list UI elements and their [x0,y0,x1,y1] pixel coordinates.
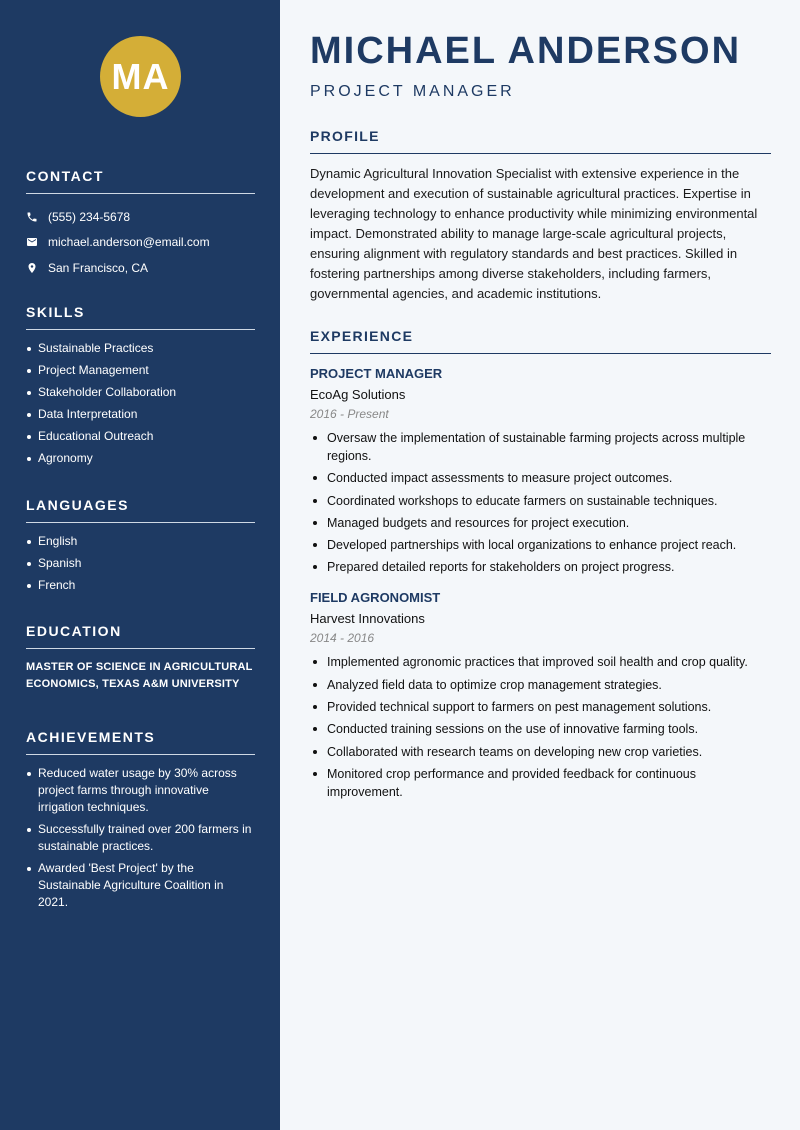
job-duties [310,653,771,800]
experience-title: EXPERIENCE [310,328,771,354]
job-company: EcoAg Solutions [310,387,406,402]
education-degree: MASTER OF SCIENCE IN AGRICULTURAL ECONOMICS, TEXAS A&M UNIVERSITY [26,661,253,690]
duty-item: Developed partnerships with local organizations to enhance project reach. [310,536,771,554]
sidebar [0,0,280,1130]
achievement-item: Successfully trained over 200 farmers in sustainable practices. [26,821,255,855]
duty-item: Implemented agronomic practices that improved soil health and crop quality. [310,653,771,671]
skill-item: Stakeholder Collaboration [26,384,255,401]
achievements-section [26,729,255,916]
phone-icon [26,211,48,223]
skills-list [26,340,255,467]
profile-section [310,128,771,304]
avatar: MA [100,36,181,117]
duty-item: Monitored crop performance and provided feedback for continuous improvement. [310,765,771,801]
languages-section [26,497,255,599]
languages-title: LANGUAGES [26,497,255,523]
experience-section [310,328,771,805]
job-title: PROJECT MANAGER [310,366,443,381]
location-icon [26,262,48,274]
contact-email-text: michael.anderson@email.com [48,235,210,250]
achievements-title: ACHIEVEMENTS [26,729,255,755]
achievements-list [26,765,255,911]
duty-item: Conducted impact assessments to measure project outcomes. [310,469,771,487]
duty-item: Oversaw the implementation of sustainable farming projects across multiple regions. [310,429,771,465]
contact-phone [26,204,255,230]
achievement-item: Awarded 'Best Project' by the Sustainable Agriculture Coalition in 2021. [26,860,255,911]
languages-list [26,533,255,594]
candidate-role: PROJECT MANAGER [310,83,515,100]
contact-email [26,230,255,256]
education-title: EDUCATION [26,623,255,649]
language-item: French [26,577,255,594]
language-item: English [26,533,255,550]
job-entry [310,366,771,576]
candidate-name: MICHAEL ANDERSON [310,30,742,72]
skill-item: Sustainable Practices [26,340,255,357]
education-section [26,623,255,693]
job-dates: 2016 - Present [310,407,389,421]
contact-title: CONTACT [26,168,255,194]
duty-item: Analyzed field data to optimize crop management strategies. [310,676,771,694]
job-company: Harvest Innovations [310,611,425,627]
job-title: FIELD AGRONOMIST [310,590,441,606]
job-duties [310,429,771,576]
duty-item: Coordinated workshops to educate farmers on sustainable techniques. [310,492,771,510]
contact-location [26,255,255,281]
contact-section [26,168,255,281]
duty-item: Conducted training sessions on the use of innovative farming tools. [310,720,771,738]
profile-title: PROFILE [310,128,771,154]
skill-item: Agronomy [26,450,255,467]
skill-item: Data Interpretation [26,406,255,423]
skills-title: SKILLS [26,304,255,330]
achievement-item: Reduced water usage by 30% across project farms through innovative irrigation techniques. [26,765,255,816]
job-dates: 2014 - 2016 [310,631,375,646]
duty-item: Provided technical support to farmers on pest management solutions. [310,698,771,716]
profile-text: Dynamic Agricultural Innovation Specialist with extensive experience in the development and execution of sustainable agricultural practices. Expertise in leveraging technology to enhance productivity while minimizing environmental impact. Demonstrated ability to manage large-scale agricultural projects, ensuring alignment with regulatory standards and best practices. Skilled in fostering partnerships among diverse stakeholders, including farmers, governmental agencies, and academic institutions. [310,166,758,301]
duty-item: Prepared detailed reports for stakeholders on project progress. [310,558,771,576]
skill-item: Educational Outreach [26,428,255,445]
skill-item: Project Management [26,362,255,379]
contact-list [26,204,255,281]
email-icon [26,236,48,248]
job-entry [310,590,771,800]
duty-item: Managed budgets and resources for project execution. [310,514,771,532]
contact-phone-text: (555) 234-5678 [48,209,131,224]
skills-section [26,304,255,472]
contact-location-text: San Francisco, CA [48,260,149,275]
duty-item: Collaborated with research teams on developing new crop varieties. [310,743,771,761]
language-item: Spanish [26,555,255,572]
